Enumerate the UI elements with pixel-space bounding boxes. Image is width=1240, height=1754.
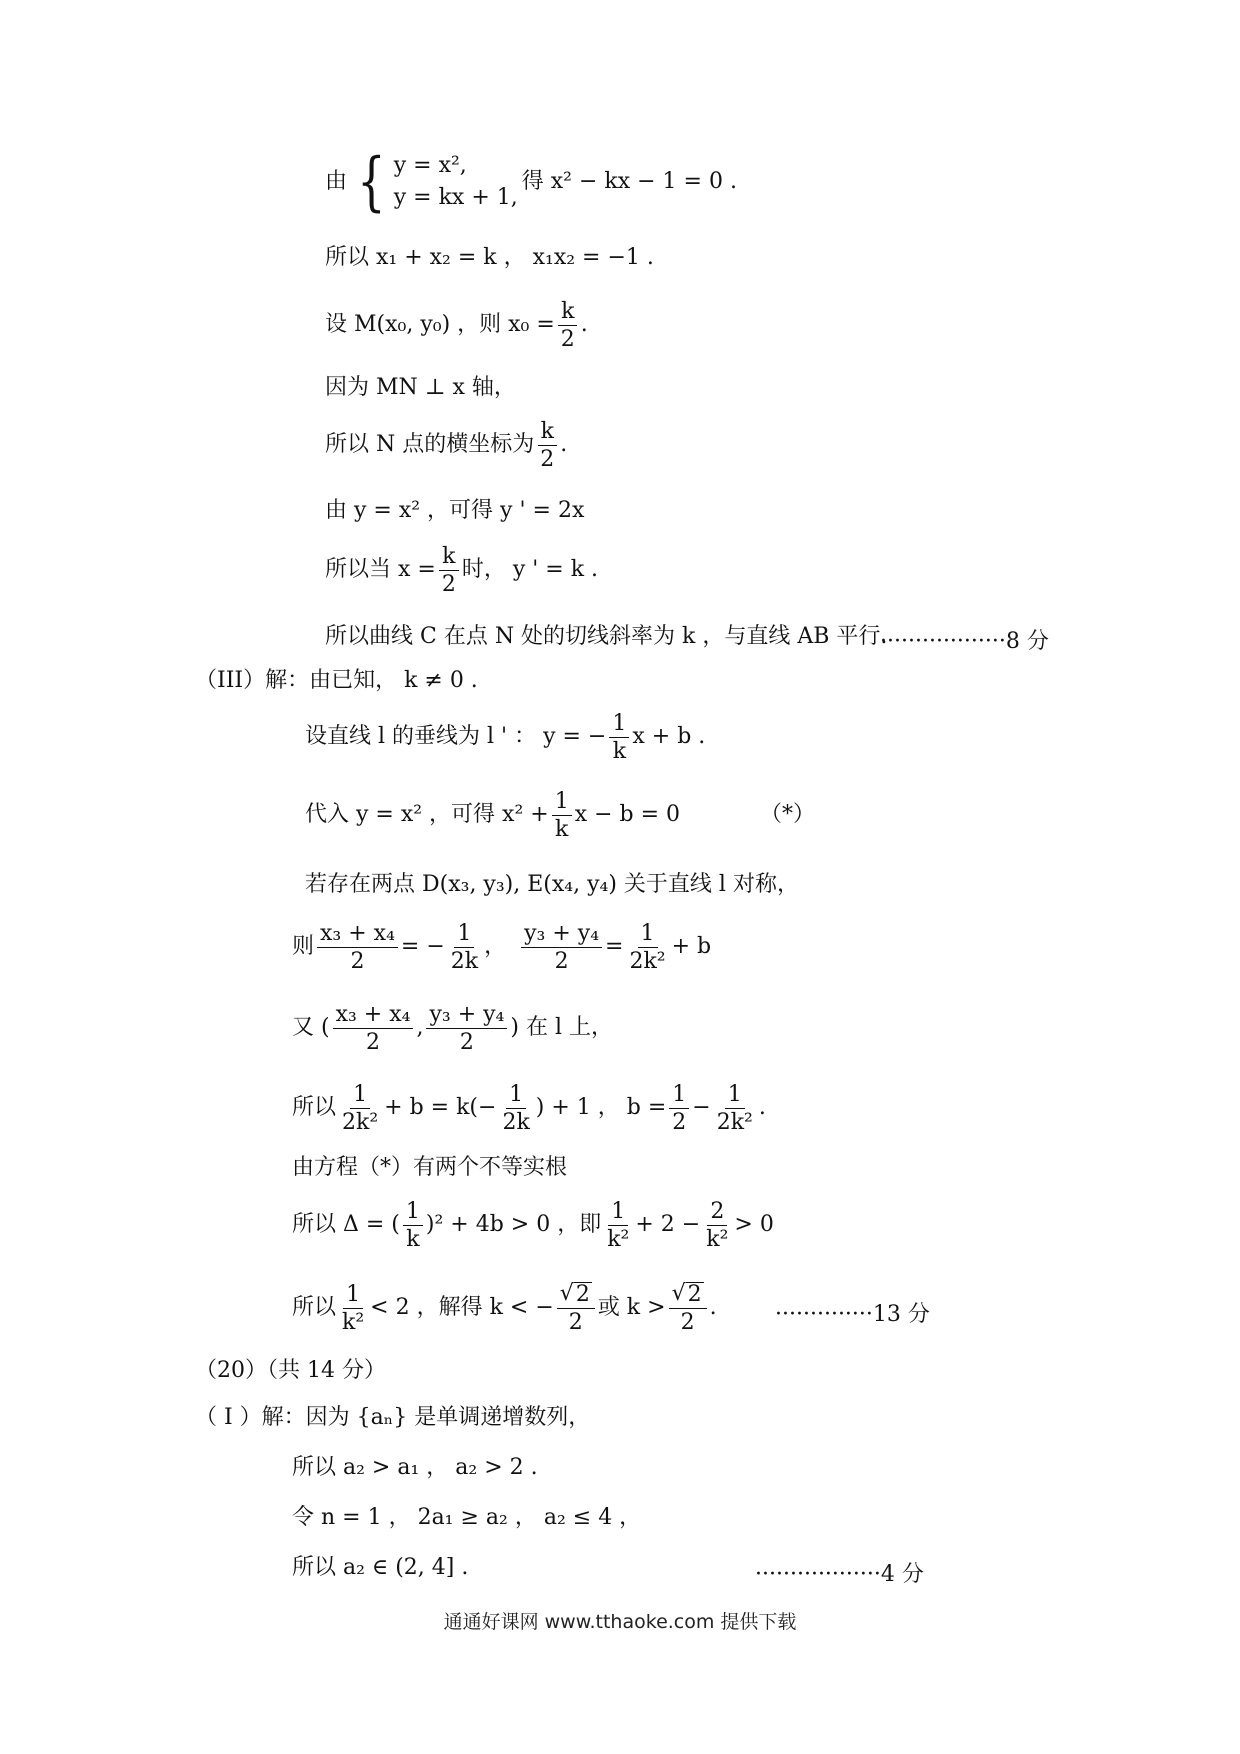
exist-line: 若存在两点 D(x₃, y₃), E(x₄, y₄) 关于直线 l 对称， (305, 872, 799, 897)
equation-system (351, 145, 518, 219)
when-line: 所以当 x = $\frac{k}{2}$ 时， y ' = k . (325, 544, 599, 598)
q20-heading: （20）（共 14 分） (195, 1358, 386, 1383)
fraction: $\frac{k}{2}$ (537, 420, 557, 471)
fraction: $\frac{1}{2k}$ (502, 1082, 530, 1136)
fraction: $\frac{1}{k}$ (552, 790, 572, 841)
fraction: $\frac{1}{k}$ (609, 712, 629, 763)
sqrt-symbol: √ 2 (559, 1281, 590, 1307)
then-line: 则 $\frac{\text{x₃ + x₄}}{2}$ = − $\frac{1}{2k}$ ， $\frac{\text{y₃ + y₄}}{2}$ = $\frac{1}{\text{2k²}}$ + b (292, 921, 712, 975)
fraction: $\frac{1}{2}$ (669, 1083, 689, 1134)
fraction: $\frac{\text{y₃ + y₄}}{2}$ (521, 922, 602, 973)
fraction: $\frac{1}{\text{2k²}}$ (629, 921, 666, 975)
substitute-line: 代入 y = x² ，可得 x² + $\frac{1}{k}$ x − b = 0 （*） (305, 789, 816, 843)
perp-line-def: 设直线 l 的垂线为 l ' ： y = − $\frac{1}{k}$ x + b . (305, 711, 706, 765)
perp-line: 因为 MN ⊥ x 轴， (325, 375, 516, 400)
system-line (325, 145, 737, 219)
score-4: ··················4 分 (755, 1562, 924, 1587)
score-8: ··················8 分 (880, 629, 1049, 654)
fraction: $\frac{1}{\text{2k²}}$ (342, 1082, 379, 1136)
fraction: √ 2 2 (669, 1282, 707, 1334)
q20-line2: 令 n = 1 ， 2a₁ ≥ a₂ ， a₂ ≤ 4 ， (292, 1505, 642, 1530)
final-line: 所以 $\frac{1}{\text{k²}}$ < 2 ，解得 k < − √ 2 2 或 k > √ 2 2 . (292, 1281, 717, 1336)
fraction: √ 2 2 (557, 1282, 595, 1334)
fraction: $\frac{\text{y₃ + y₄}}{2}$ (426, 1003, 507, 1054)
system-prefix: 由 (325, 168, 348, 194)
q20-part1-heading: （ I ）解：因为 {aₙ} 是单调递增数列， (195, 1405, 591, 1430)
sum-product-line: 所以 x₁ + x₂ = k ， x₁x₂ = −1 . (325, 245, 654, 270)
score-13: ··············13 分 (775, 1302, 930, 1327)
brace-symbol: { (357, 145, 386, 219)
fraction: $\frac{\text{x₃ + x₄}}{2}$ (333, 1003, 414, 1054)
fraction: $\frac{k}{2}$ (558, 300, 578, 351)
midpoint-line: 又 ( $\frac{\text{x₃ + x₄}}{2}$ , $\frac{\text{y₃ + y₄}}{2}$ ) 在 l 上， (292, 1002, 613, 1056)
equation-tag: （*） (760, 802, 816, 828)
sqrt-symbol: √ 2 (671, 1281, 702, 1307)
b-value-line: 所以 $\frac{1}{\text{2k²}}$ + b = k(− $\frac{1}{2k}$ ) + 1 ， b = $\frac{1}{2}$ − $\frac{1}{\text{2k²}}$ . (292, 1082, 766, 1136)
system-result: 得 x² − kx − 1 = 0 . (521, 168, 737, 194)
q20-line1: 所以 a₂ > a₁ ， a₂ > 2 . (292, 1455, 538, 1480)
fraction: $\frac{1}{\text{k²}}$ (607, 1199, 630, 1253)
footer-text: 通通好课网 www.tthaoke.com 提供下载 (443, 1611, 797, 1633)
q20-line3: 所以 a₂ ∈ (2, 4] . (292, 1555, 469, 1580)
fraction: $\frac{2}{\text{k²}}$ (706, 1199, 729, 1253)
tangent-line: 所以曲线 C 在点 N 处的切线斜率为 k ，与直线 AB 平行. (325, 624, 888, 649)
derivative-line: 由 y = x² ，可得 y ' = 2x (325, 498, 585, 523)
fraction: $\frac{1}{\text{2k²}}$ (716, 1082, 753, 1136)
n-abscissa-line: 所以 N 点的横坐标为 $\frac{k}{2}$ . (325, 419, 568, 473)
fraction: $\frac{1}{k}$ (403, 1200, 423, 1251)
delta-line: 所以 Δ = ( $\frac{1}{k}$ )² + 4b > 0 ，即 $\frac{1}{\text{k²}}$ + 2 − $\frac{2}{\text{k²}}$ > 0 (292, 1199, 774, 1253)
fraction: $\frac{1}{2k}$ (450, 921, 479, 975)
fraction: $\frac{k}{2}$ (439, 545, 459, 596)
system-equation-1: y = x², (393, 153, 467, 179)
two-roots-line: 由方程（*）有两个不等实根 (292, 1155, 568, 1180)
fraction: $\frac{\text{x₃ + x₄}}{2}$ (317, 922, 398, 973)
set-m-text: 设 M(x₀, y₀) ，则 x₀ = (325, 312, 555, 338)
set-m-line: 设 M(x₀, y₀) ，则 x₀ = $\frac{k}{2}$ . (325, 299, 588, 353)
system-equation-2: y = kx + 1, (393, 185, 518, 210)
fraction: $\frac{1}{\text{k²}}$ (342, 1281, 365, 1335)
part3-heading: （III）解：由已知， k ≠ 0 . (195, 668, 478, 693)
